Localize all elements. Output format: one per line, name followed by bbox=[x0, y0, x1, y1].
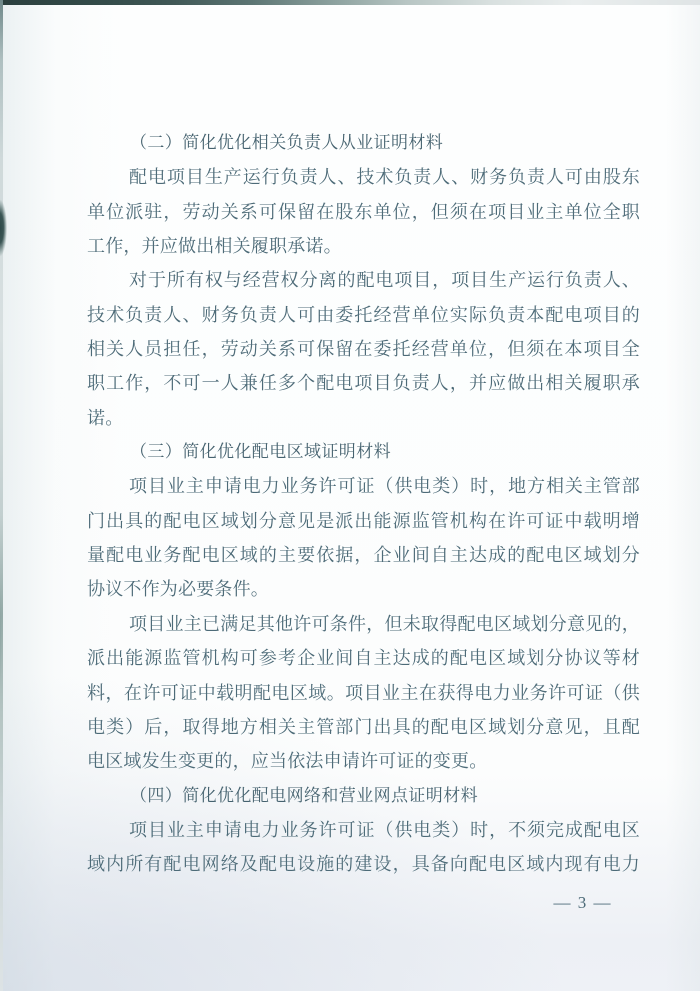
section-heading: （三）简化优化配电区域证明材料 bbox=[130, 442, 391, 462]
text-line: 项目业主已满足其他许可条件，但未取得配电区域划分意见的， bbox=[129, 613, 640, 634]
text-line: 域内所有配电网络及配电设施的建设，具备向配电区域内现有电力 bbox=[87, 854, 640, 875]
text-line: 电区域发生变更的，应当依法申请许可证的变更。 bbox=[87, 751, 488, 772]
text-line: 门出具的配电区域划分意见是派出能源监管机构在许可证中载明增 bbox=[87, 510, 640, 531]
section-heading: （四）简化优化配电网络和营业网点证明材料 bbox=[130, 785, 478, 805]
scan-left-edge bbox=[0, 0, 3, 991]
text-line: 工作，并应做出相关履职承诺。 bbox=[87, 236, 342, 257]
text-line: 项目业主申请电力业务许可证（供电类）时，不须完成配电区 bbox=[129, 819, 640, 840]
text-line: 协议不作为必要条件。 bbox=[87, 579, 269, 600]
scan-smudge-faint bbox=[0, 560, 5, 710]
scan-top-edge bbox=[0, 0, 700, 5]
text-line: 职工作，不可一人兼任多个配电项目负责人，并应做出相关履职承 bbox=[87, 373, 640, 394]
section-heading: （二）简化优化相关负责人从业证明材料 bbox=[130, 133, 444, 152]
text-line: 单位派驻，劳动关系可保留在股东单位，但须在项目业主单位全职 bbox=[87, 201, 640, 222]
text-line: 料，在许可证中载明配电区域。项目业主在获得电力业务许可证（供 bbox=[87, 682, 640, 703]
text-line: 量配电业务配电区域的主要依据，企业间自主达成的配电区域划分 bbox=[87, 545, 640, 566]
page-number: — 3 — bbox=[553, 893, 612, 912]
text-line: 派出能源监管机构可参考企业间自主达成的配电区域划分协议等材 bbox=[87, 648, 640, 669]
text-line: 对于所有权与经营权分离的配电项目，项目生产运行负责人、 bbox=[129, 270, 640, 291]
scan-smudge bbox=[0, 193, 13, 263]
text-line: 电类）后，取得地方相关主管部门出具的配电区域划分意见，且配 bbox=[87, 716, 640, 737]
text-line: 技术负责人、财务负责人可由委托经营单位实际负责本配电项目的 bbox=[87, 304, 640, 325]
text-line: 相关人员担任，劳动关系可保留在委托经营单位，但须在本项目全 bbox=[87, 339, 640, 360]
text-line: 诺。 bbox=[87, 407, 124, 428]
text-line: 项目业主申请电力业务许可证（供电类）时，地方相关主管部 bbox=[129, 476, 640, 497]
text-line: 配电项目生产运行负责人、技术负责人、财务负责人可由股东 bbox=[129, 167, 640, 188]
document-body bbox=[87, 126, 640, 882]
